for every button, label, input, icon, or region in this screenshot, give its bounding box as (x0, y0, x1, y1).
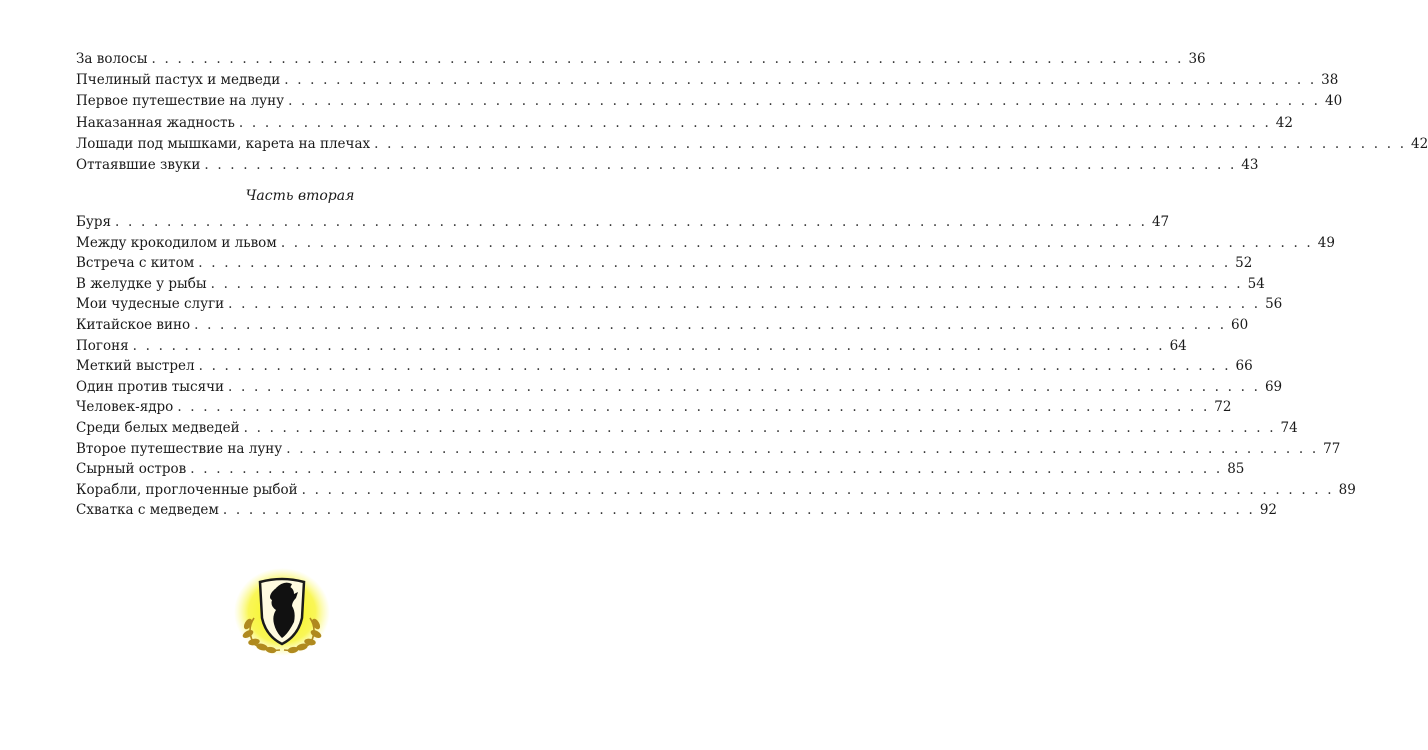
toc-entry-page: 69 (1264, 378, 1283, 395)
toc-entry-page: 47 (1151, 214, 1170, 230)
toc-entry (76, 253, 1253, 274)
toc-entry-page: 60 (1231, 317, 1249, 333)
toc-leader-dots: . . . . . . . . . . . . . . . . . . . . . . . . . . . . . . . . . . . . . . . . . . . . . . . . . . . . . . . . . . . . . . . . . . . . . . . . . . . . . . . . (238, 114, 1271, 131)
toc-entry (76, 500, 1278, 521)
toc-leader-dots: . . . . . . . . . . . . . . . . . . . . . . . . . . . . . . . . . . . . . . . . . . . . . . . . . . . . . . . . . . . . . . . . . . . . . . . . . . . . . . . . (194, 317, 1227, 333)
heraldic-shield-icon (232, 568, 332, 658)
toc-entry-page: 52 (1235, 255, 1253, 272)
toc-entry-page: 42 (1275, 114, 1293, 131)
toc-entry (76, 49, 1206, 70)
toc-entry (76, 233, 1335, 254)
toc-entry-title: Между крокодилом и львом (76, 234, 277, 251)
toc-entry-title: Встреча с китом (76, 255, 195, 272)
toc-leader-dots: . . . . . . . . . . . . . . . . . . . . . . . . . . . . . . . . . . . . . . . . . . . . . . . . . . . . . . . . . . . . . . . . . . . . . . . . . . . . . . . . (222, 502, 1256, 519)
toc-entry (76, 70, 1339, 91)
toc-entry-title: Схватка с медведем (76, 502, 219, 519)
toc-leader-dots: . . . . . . . . . . . . . . . . . . . . . . . . . . . . . . . . . . . . . . . . . . . . . . . . . . . . . . . . . . . . . . . . . . . . . . . . . . . . . . . . (190, 461, 1223, 478)
part-two-heading: Часть вторая (245, 188, 355, 204)
toc-leader-dots: . . . . . . . . . . . . . . . . . . . . . . . . . . . . . . . . . . . . . . . . . . . . . . . . . . . . . . . . . . . . . . . . . . . . . . . . . . . . . . . . (301, 481, 1334, 498)
toc-entry-title: Оттаявшие звуки (76, 157, 201, 173)
toc-entry-title: Наказанная жадность (76, 114, 235, 131)
toc-leader-dots: . . . . . . . . . . . . . . . . . . . . . . . . . . . . . . . . . . . . . . . . . . . . . . . . . . . . . . . . . . . . . . . . . . . . . . . . . . . . . . . . (204, 157, 1237, 173)
toc-leader-dots: . . . . . . . . . . . . . . . . . . . . . . . . . . . . . . . . . . . . . . . . . . . . . . . . . . . . . . . . . . . . . . . . . . . . . . . . . . . . . . . . (243, 420, 1276, 436)
toc-leader-dots: . . . . . . . . . . . . . . . . . . . . . . . . . . . . . . . . . . . . . . . . . . . . . . . . . . . . . . . . . . . . . . . . . . . . . . . . . . . . . . . . (177, 399, 1210, 416)
toc-leader-dots: . . . . . . . . . . . . . . . . . . . . . . . . . . . . . . . . . . . . . . . . . . . . . . . . . . . . . . . . . . . . . . . . . . . . . . . . . . . . . . . . (288, 93, 1321, 110)
toc-leader-dots: . . . . . . . . . . . . . . . . . . . . . . . . . . . . . . . . . . . . . . . . . . . . . . . . . . . . . . . . . . . . . . . . . . . . . . . . . . . . . . . . (198, 255, 1231, 272)
toc-leader-dots: . . . . . . . . . . . . . . . . . . . . . . . . . . . . . . . . . . . . . . . . . . . . . . . . . . . . . . . . . . . . . . . . . . . . . . . . . . . . . . . . (210, 275, 1243, 292)
toc-entry-title: Корабли, проглоченные рыбой (76, 481, 298, 498)
toc-entry-title: Погоня (76, 337, 129, 354)
toc-entry (76, 356, 1253, 377)
toc-entry-title: За волосы (76, 51, 148, 67)
toc-entry (76, 397, 1232, 418)
toc-entry-title: Мои чудесные слуги (76, 296, 225, 313)
toc-entry (76, 439, 1341, 460)
toc-entry-page: 64 (1169, 337, 1187, 354)
toc-entry-title: Первое путешествие на луну (76, 93, 285, 110)
toc-entry-page: 89 (1338, 481, 1356, 498)
toc-entry (76, 418, 1298, 439)
toc-entry-page: 38 (1321, 72, 1339, 89)
toc-entry-title: Среди белых медведей (76, 420, 240, 436)
toc-entry-page: 43 (1241, 157, 1259, 173)
toc-entry-title: Лошади под мышками, карета на плечах (76, 135, 371, 152)
toc-entry-page: 72 (1214, 399, 1232, 416)
toc-entry (76, 113, 1293, 134)
emblem-icon (232, 568, 332, 658)
toc-leader-dots: . . . . . . . . . . . . . . . . . . . . . . . . . . . . . . . . . . . . . . . . . . . . . . . . . . . . . . . . . . . . . . . . . . . . . . . . . . . . . . . . (280, 234, 1313, 251)
toc-entry-page: 92 (1259, 502, 1278, 519)
toc-entry-title: Человек-ядро (76, 399, 174, 416)
toc-entry (76, 294, 1283, 315)
toc-entry (76, 134, 1428, 155)
toc-entry (76, 274, 1265, 295)
toc-entry-page: 56 (1265, 296, 1283, 313)
toc-entry-page: 49 (1317, 234, 1335, 251)
toc-entry-page: 42 (1411, 135, 1428, 152)
toc-entry-title: Второе путешествие на луну (76, 440, 283, 457)
toc-leader-dots: . . . . . . . . . . . . . . . . . . . . . . . . . . . . . . . . . . . . . . . . . . . . . . . . . . . . . . . . . . . . . . . . . . . . . . . . . . . . . . . . (228, 296, 1261, 313)
toc-entry (76, 480, 1356, 501)
toc-entry-title: Сырный остров (76, 461, 187, 478)
toc-entry-page: 85 (1227, 461, 1245, 478)
toc-entry-title: Китайское вино (76, 317, 191, 333)
toc-entry (76, 212, 1170, 233)
toc-entry-title: Пчелиный пастух и медведи (76, 72, 281, 89)
toc-entry (76, 336, 1187, 357)
toc-entry (76, 315, 1249, 336)
toc-leader-dots: . . . . . . . . . . . . . . . . . . . . . . . . . . . . . . . . . . . . . . . . . . . . . . . . . . . . . . . . . . . . . . . . . . . . . . . . . . . . . . . . (286, 440, 1319, 457)
toc-entry (76, 91, 1343, 112)
toc-leader-dots: . . . . . . . . . . . . . . . . . . . . . . . . . . . . . . . . . . . . . . . . . . . . . . . . . . . . . . . . . . . . . . . . . . . . . . . . . . . . . . . . (151, 51, 1184, 67)
toc-entry-page: 40 (1325, 93, 1343, 110)
toc-entry-title: В желудке у рыбы (76, 275, 207, 292)
toc-leader-dots: . . . . . . . . . . . . . . . . . . . . . . . . . . . . . . . . . . . . . . . . . . . . . . . . . . . . . . . . . . . . . . . . . . . . . . . . . . . . . . . . (115, 214, 1148, 230)
toc-leader-dots: . . . . . . . . . . . . . . . . . . . . . . . . . . . . . . . . . . . . . . . . . . . . . . . . . . . . . . . . . . . . . . . . . . . . . . . . . . . . . . . . (284, 72, 1317, 89)
toc-entry-page: 66 (1235, 358, 1253, 375)
toc-leader-dots: . . . . . . . . . . . . . . . . . . . . . . . . . . . . . . . . . . . . . . . . . . . . . . . . . . . . . . . . . . . . . . . . . . . . . . . . . . . . . . . . (132, 337, 1165, 354)
toc-entry-page: 36 (1188, 51, 1206, 67)
toc-entry (76, 155, 1259, 176)
toc-leader-dots: . . . . . . . . . . . . . . . . . . . . . . . . . . . . . . . . . . . . . . . . . . . . . . . . . . . . . . . . . . . . . . . . . . . . . . . . . . . . . . . . (198, 358, 1231, 375)
toc-entry-title: Буря (76, 214, 112, 230)
toc-entry-title: Один против тысячи (76, 378, 225, 395)
toc-entry-page: 77 (1323, 440, 1341, 457)
toc-entry (76, 377, 1283, 398)
toc-entry-page: 54 (1247, 275, 1265, 292)
toc-entry (76, 459, 1245, 480)
toc-entry-page: 74 (1280, 420, 1298, 436)
toc-leader-dots: . . . . . . . . . . . . . . . . . . . . . . . . . . . . . . . . . . . . . . . . . . . . . . . . . . . . . . . . . . . . . . . . . . . . . . . . . . . . . . . . (228, 378, 1261, 395)
toc-leader-dots: . . . . . . . . . . . . . . . . . . . . . . . . . . . . . . . . . . . . . . . . . . . . . . . . . . . . . . . . . . . . . . . . . . . . . . . . . . . . . . . . (374, 135, 1407, 152)
toc-entry-title: Меткий выстрел (76, 358, 195, 375)
